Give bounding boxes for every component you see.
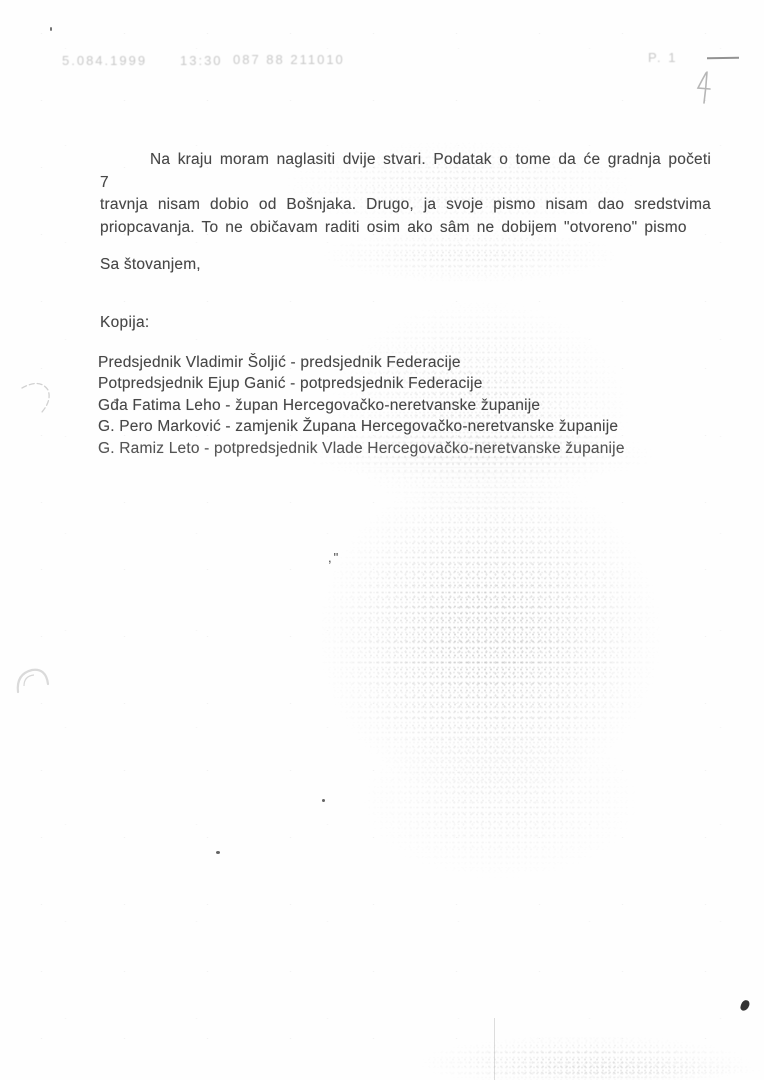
recipient-line: Predsjednik Vladimir Šoljić - predsjednik Federacije	[98, 354, 461, 371]
quote-mark-artifact: ,"	[328, 550, 341, 565]
pen-dash-mark	[707, 57, 739, 60]
scan-smudge	[420, 1035, 750, 1080]
recipient-line: Potpredsjednik Ejup Ganić - potpredsjednik Federacije	[98, 375, 483, 393]
scan-smudge	[360, 720, 640, 880]
ink-speck	[322, 799, 325, 802]
scan-line-artifact	[494, 1018, 495, 1080]
scan-smudge	[320, 470, 660, 800]
ink-blot	[739, 999, 750, 1012]
fax-time: 13:30	[180, 53, 223, 68]
recipient-line: G. Ramiz Leto - potpredsjednik Vlade Hercegovačko-neretvanske županije	[98, 439, 625, 457]
paragraph-line: priopcavanja. To ne običavam raditi osim ako sâm ne dobijem "otvoreno" pismo	[100, 218, 687, 236]
paragraph-line: travnja nisam dobio od Bošnjaka. Drugo, ja svoje pismo nisam dao sredstvima	[100, 196, 711, 213]
scan-smudge	[480, 1060, 764, 1080]
copies-label: Kopija:	[100, 314, 150, 331]
handwritten-4-mark	[693, 70, 719, 106]
pen-circle-mark	[10, 662, 54, 706]
ink-speck	[50, 27, 52, 31]
fax-station-text: 087 88 211010	[233, 52, 345, 67]
recipient-line: G. Pero Marković - zamjenik Župana Hercegovačko-neretvanske županije	[98, 418, 619, 436]
salutation: Sa štovanjem,	[100, 256, 201, 273]
fax-page-number: P. 1	[648, 50, 678, 65]
recipient-line: Gđa Fatima Leho - župan Hercegovačko-neretvanske županije	[98, 396, 541, 414]
letter-paragraph	[100, 149, 711, 239]
ink-speck	[216, 851, 220, 854]
fax-date: 5.084.1999	[62, 53, 148, 68]
recipients-list	[98, 352, 698, 459]
pen-curve-mark	[14, 376, 62, 420]
paragraph-line: Na kraju moram naglasiti dvije stvari. Podatak o tome da će gradnja početi 7	[100, 151, 711, 191]
